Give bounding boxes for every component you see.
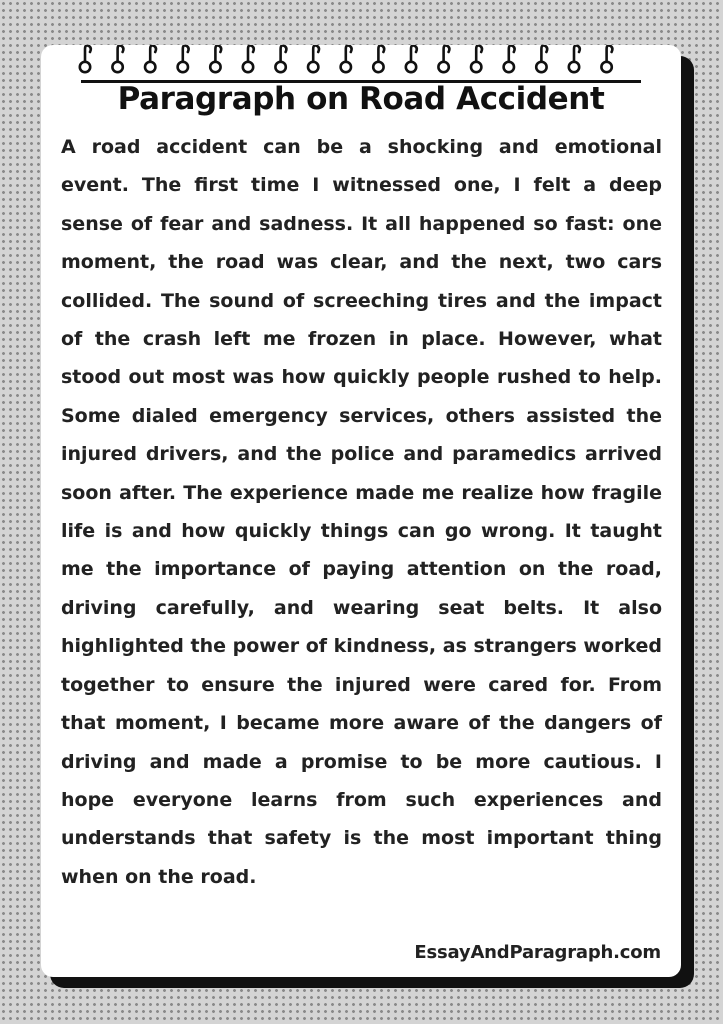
- binding-ring-icon: [308, 45, 319, 72]
- binding-ring-icon: [80, 45, 91, 72]
- binding-ring-icon: [112, 45, 123, 72]
- binding-ring-icon: [243, 45, 254, 72]
- binding-ring-icon: [536, 45, 547, 72]
- binding-ring-icon: [406, 45, 417, 72]
- spiral-binding-icon: [41, 45, 681, 81]
- notebook-card: [41, 45, 681, 977]
- binding-ring-icon: [210, 45, 221, 72]
- binding-ring-icon: [504, 45, 515, 72]
- page-title: Paragraph on Road Accident: [117, 81, 605, 117]
- binding-ring-icon: [341, 45, 352, 72]
- binding-ring-icon: [145, 45, 156, 72]
- site-credit: EssayAndParagraph.com: [414, 942, 661, 963]
- paragraph-body: A road accident can be a shocking and emotional event. The first time I witnessed one, I felt a deep sense of fear and sadness. It all happened so fast: one moment, the road was clear, and the next, two cars collided. The sound of screeching tires and the impact of the crash left me frozen in place. However, what stood out most was how quickly people rushed to help. Some dialed emergency services, others assisted the injured drivers, and the police and paramedics arrived soon after. The experience made me realize how fragile life is and how quickly things can go wrong. It taught me the importance of paying attention on the road, driving carefully, and wearing seat belts. It also highlighted the power of kindness, as strangers worked together to ensure the injured were cared for. From that moment, I became more aware of the dangers of driving and made a promise to be more cautious. I hope everyone learns from such experiences and understands that safety is the most important thing when on the road.: [61, 136, 662, 888]
- binding-ring-icon: [178, 45, 189, 72]
- binding-ring-icon: [569, 45, 580, 72]
- binding-ring-icon: [601, 45, 612, 72]
- binding-ring-icon: [275, 45, 286, 72]
- binding-ring-icon: [471, 45, 482, 72]
- binding-ring-icon: [438, 45, 449, 72]
- binding-ring-icon: [373, 45, 384, 72]
